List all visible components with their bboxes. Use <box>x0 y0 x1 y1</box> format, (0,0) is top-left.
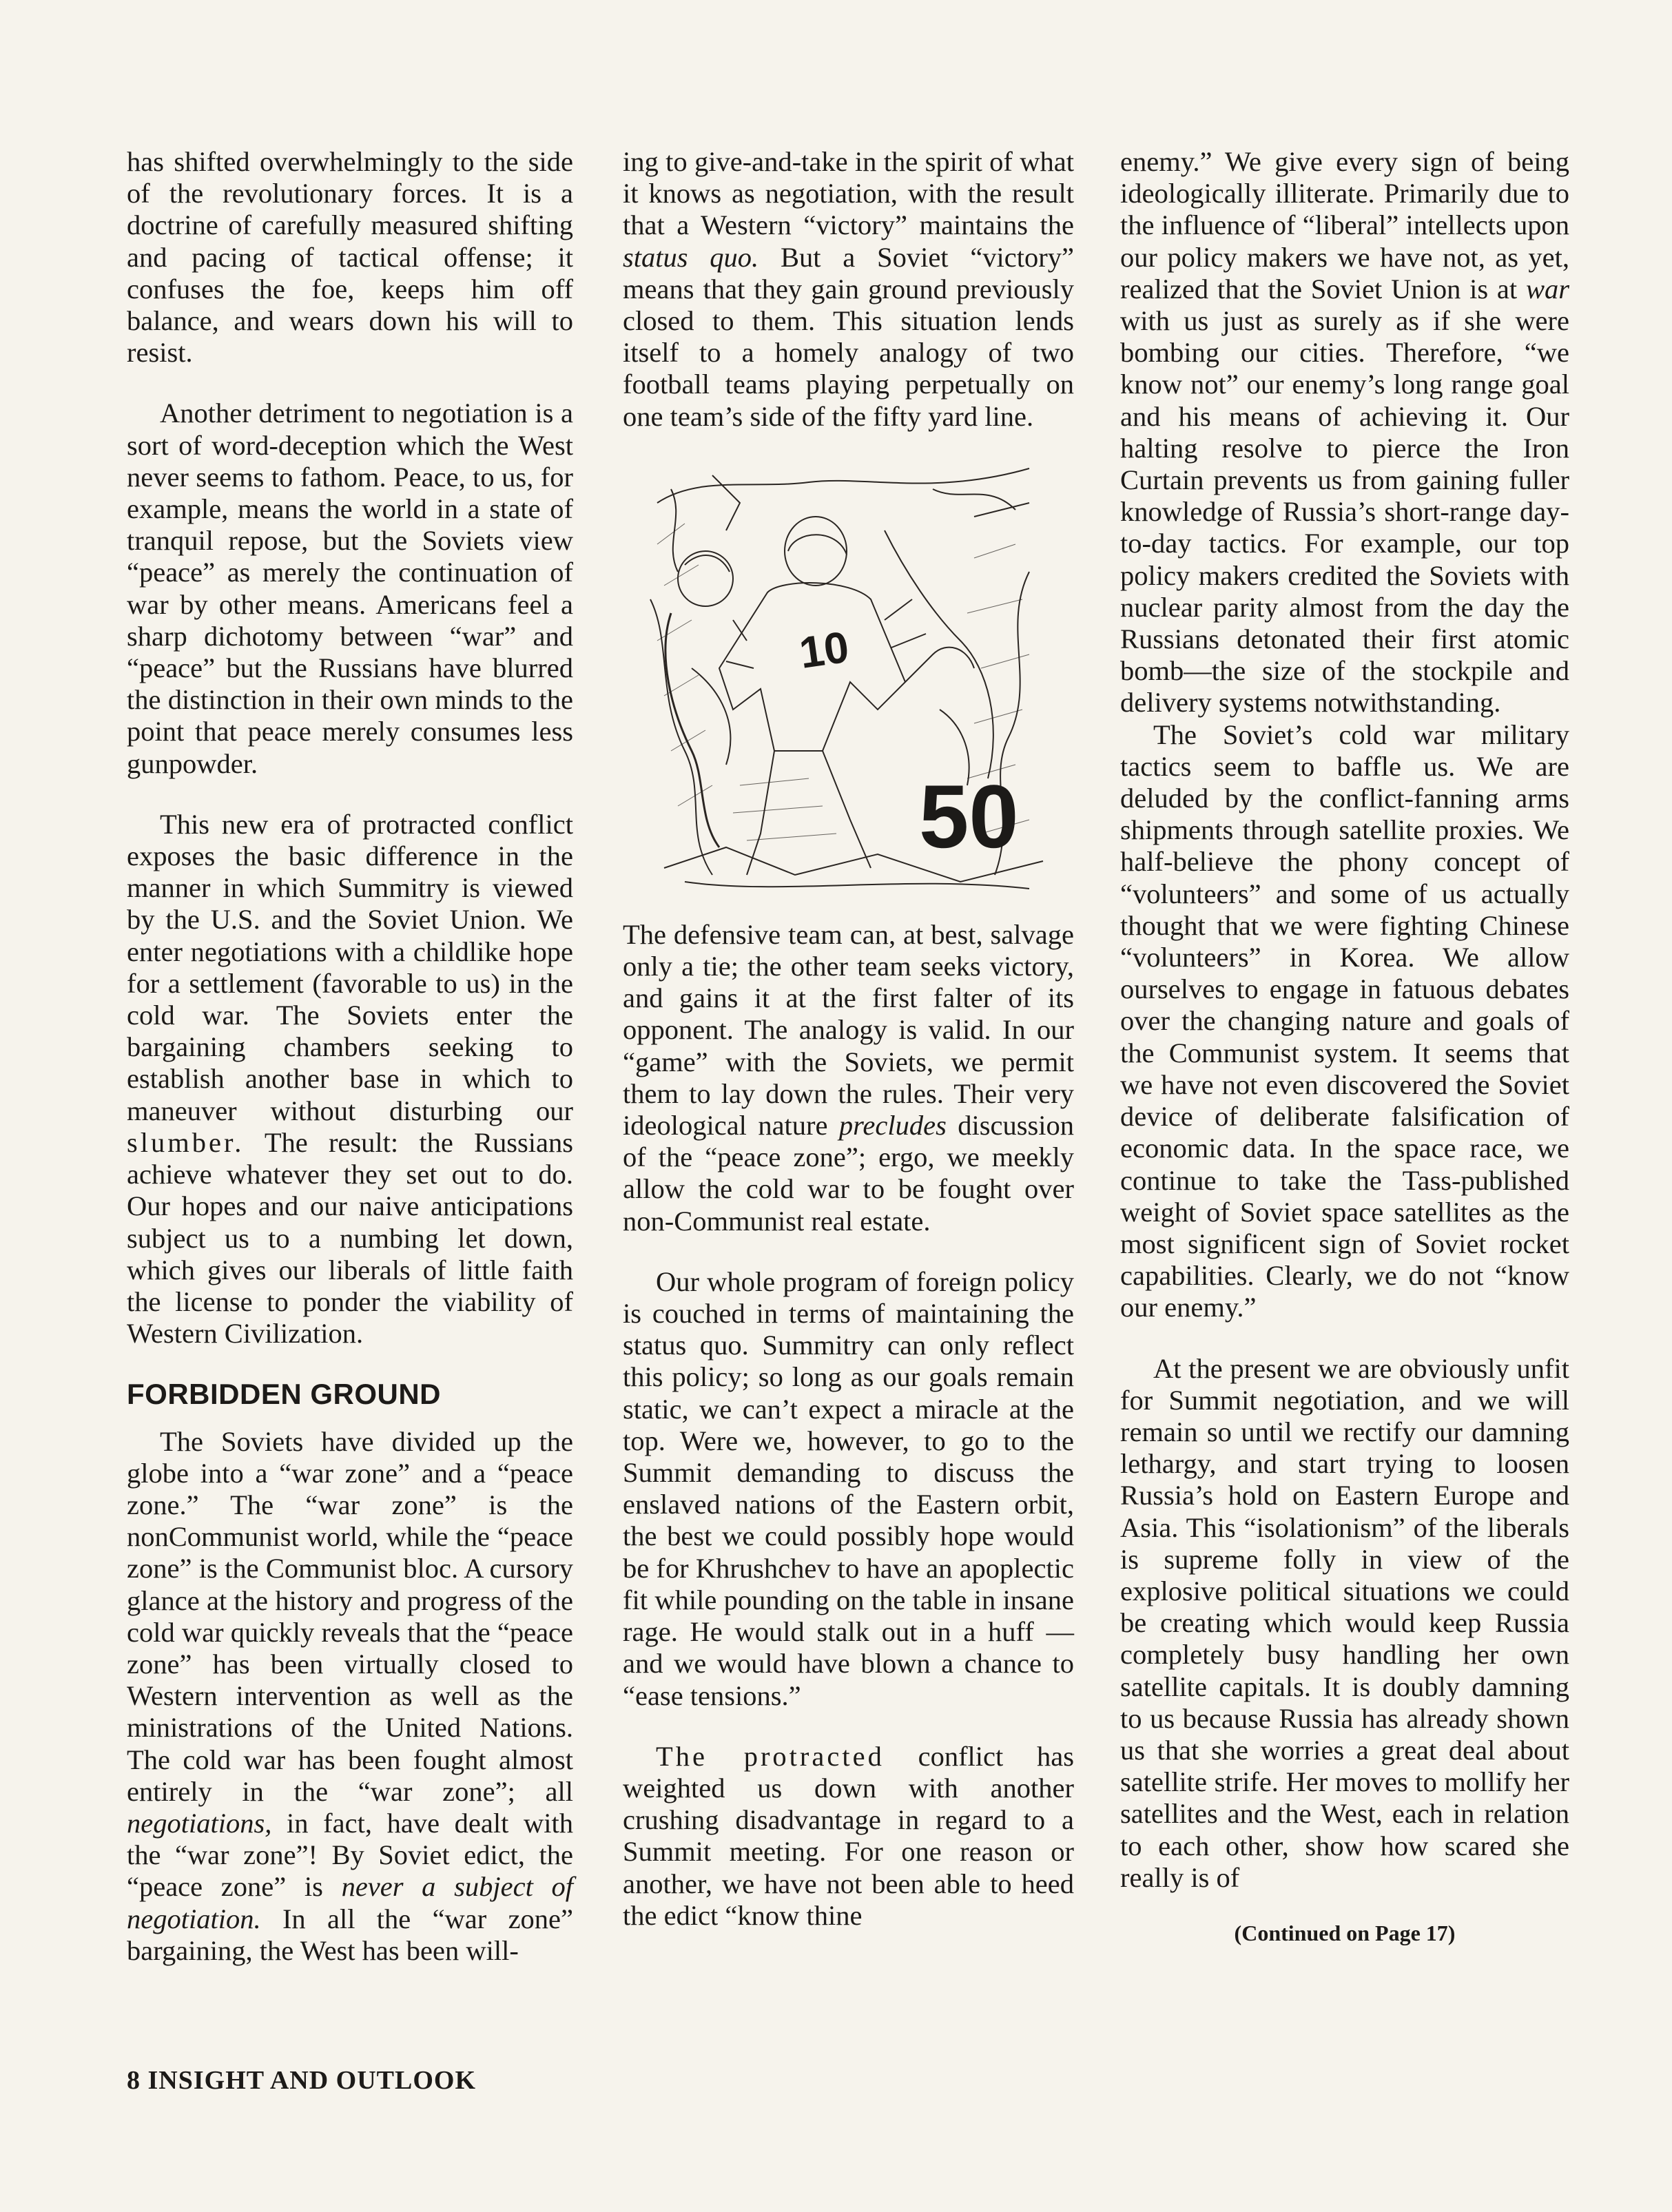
paragraph: has shifted overwhelmingly to the side of the revolutionary forces. It is a doctrine of carefully measured shifting and pacing of tactical offense; it confuses the foe, keeps him off balance, and wears down his will to resist. <box>127 146 573 369</box>
football-illustration <box>643 462 1057 902</box>
paragraph: The defensive team can, at best, salvage only a tie; the other team seeks victory, and gains it at the first falter of its opponent. The analogy is valid. In our “game” with the Soviets, we permit them to lay down the rules. Their very ideological nature precludes discussion of the “peace zone”; ergo, we meekly allow the cold war to be fought over non-Communist real estate. <box>623 918 1075 1237</box>
paragraph: Our whole program of foreign policy is couched in terms of maintaining the status quo. Summitry can only reflect this policy; so long as our goals remain static, we can’t expect a miracle at the top. Were we, however, to go to the Summit demanding to discuss the enslaved nations of the Eastern orbit, the best we could possibly hope would be for Khrushchev to have an apoplectic fit while pounding on the table in insane rage. He would stalk out in a huff — and we would have blown a chance to “ease tensions.” <box>623 1265 1074 1711</box>
section-heading: FORBIDDEN GROUND <box>127 1378 441 1411</box>
paragraph: This new era of protracted conflict exposes the basic difference in the manner in which Summitry is viewed by the U.S. and the Soviet Union. We enter negotiations with a childlike hope for a settlement (favorable to us) in the cold war. The Soviets enter the bargaining chambers seeking to establish another base in which to maneuver without disturbing our slumber. The result: the Russians achieve whatever they set out to do. Our hopes and our naive anticipations subject us to a numbing let down, which gives our liberals of little faith the license to ponder the viability of Western Civilization. <box>127 808 573 1350</box>
paragraph: Another detriment to negotiation is a sort of word-deception which the West never seems to fathom. Peace, to us, for example, means the world in a state of tranquil repose, but the Soviets view “peace” as merely the continuation of war by other means. Americans feel a sharp dichotomy between “war” and “peace” but the Russians have blurred the distinction in their own minds to the point that peace merely consumes less gunpowder. <box>127 397 573 779</box>
column-2 <box>623 146 1074 1932</box>
page-footer: 8 INSIGHT AND OUTLOOK <box>127 2066 477 2095</box>
paragraph: The protracted conflict has weighted us down with another crushing disadvantage in regard to a Summit meeting. For one reason or another, we have not been able to heed the edict “know thine <box>623 1740 1075 1931</box>
column-1 <box>127 146 573 1967</box>
yard-line-number: 50 <box>919 765 1019 867</box>
column-3 <box>1120 146 1569 1949</box>
paragraph: At the present we are obviously unfit for Summit negotiation, and we will remain so until we rectify our damning lethargy, and start trying to loosen Russia’s hold on Eastern Europe and Asia. This “isolationism” of the liberals is supreme folly in view of the explosive political situations we could be creating which would keep Russia completely busy handling her own satellite capitals. It is doubly damning to us because Russia has already shown us that she worries a great deal about satellite strife. Her moves to mollify her satellites and the West, each in relation to each other, show how scared she really is of <box>1120 1352 1569 1893</box>
paragraph: The Soviet’s cold war military tactics seem to baffle us. We are deluded by the conflict-fanning arms shipments through satellite proxies. We half-believe the phony concept of “volunteers” and some of us actually thought that we were fighting Chinese “volunteers” in Korea. We allow ourselves to engage in fatuous debates over the changing nature and goals of the Communist system. It seems that we have not even discovered the Soviet device of deliberate falsification of economic data. In the space race, we continue to take the Tass-published weight of Soviet space satellites as the most significent sign of Soviet rocket capabilities. Clearly, we do not “know our enemy.” <box>1120 719 1569 1323</box>
paragraph: The Soviets have divided up the globe into a “war zone” and a “peace zone.” The “war zone” is the nonCommunist world, while the “peace zone” is the Communist bloc. A cursory glance at the history and progress of the cold war quickly reveals that the “peace zone” has been virtually closed to Western intervention as well as the ministrations of the United Nations. The cold war has been fought almost entirely in the “war zone”; all negotiations, in fact, have dealt with the “war zone”! By Soviet edict, the “peace zone” is never a subject of negotiation. In all the “war zone” bargaining, the West has been will- <box>127 1425 574 1966</box>
continued-note: (Continued on Page 17) <box>1234 1920 1456 1945</box>
paragraph: enemy.” We give every sign of being ideologically illiterate. Primarily due to the influence of “liberal” intellects upon our policy makers we have not, as yet, realized that the Soviet Union is at war with us just as surely as if she were bombing our cities. Therefore, “we know not” our enemy’s long range goal and his means of achieving it. Our halting resolve to pierce the Iron Curtain prevents us from gaining fuller knowledge of Russia’s short-range day-to-day tactics. For example, our top policy makers credited the Soviets with nuclear parity almost from the day the Russians detonated their first atomic bomb—the size of the stockpile and delivery systems notwithstanding. <box>1120 146 1570 719</box>
paragraph: ing to give-and-take in the spirit of what it knows as negotiation, with the result that a Western “victory” maintains the status quo. But a Soviet “victory” means that they gain ground previously closed to them. This situation lends itself to a homely analogy of two football teams playing perpetually on one team’s side of the fifty yard line. <box>623 146 1075 432</box>
jersey-number: 10 <box>796 621 852 678</box>
